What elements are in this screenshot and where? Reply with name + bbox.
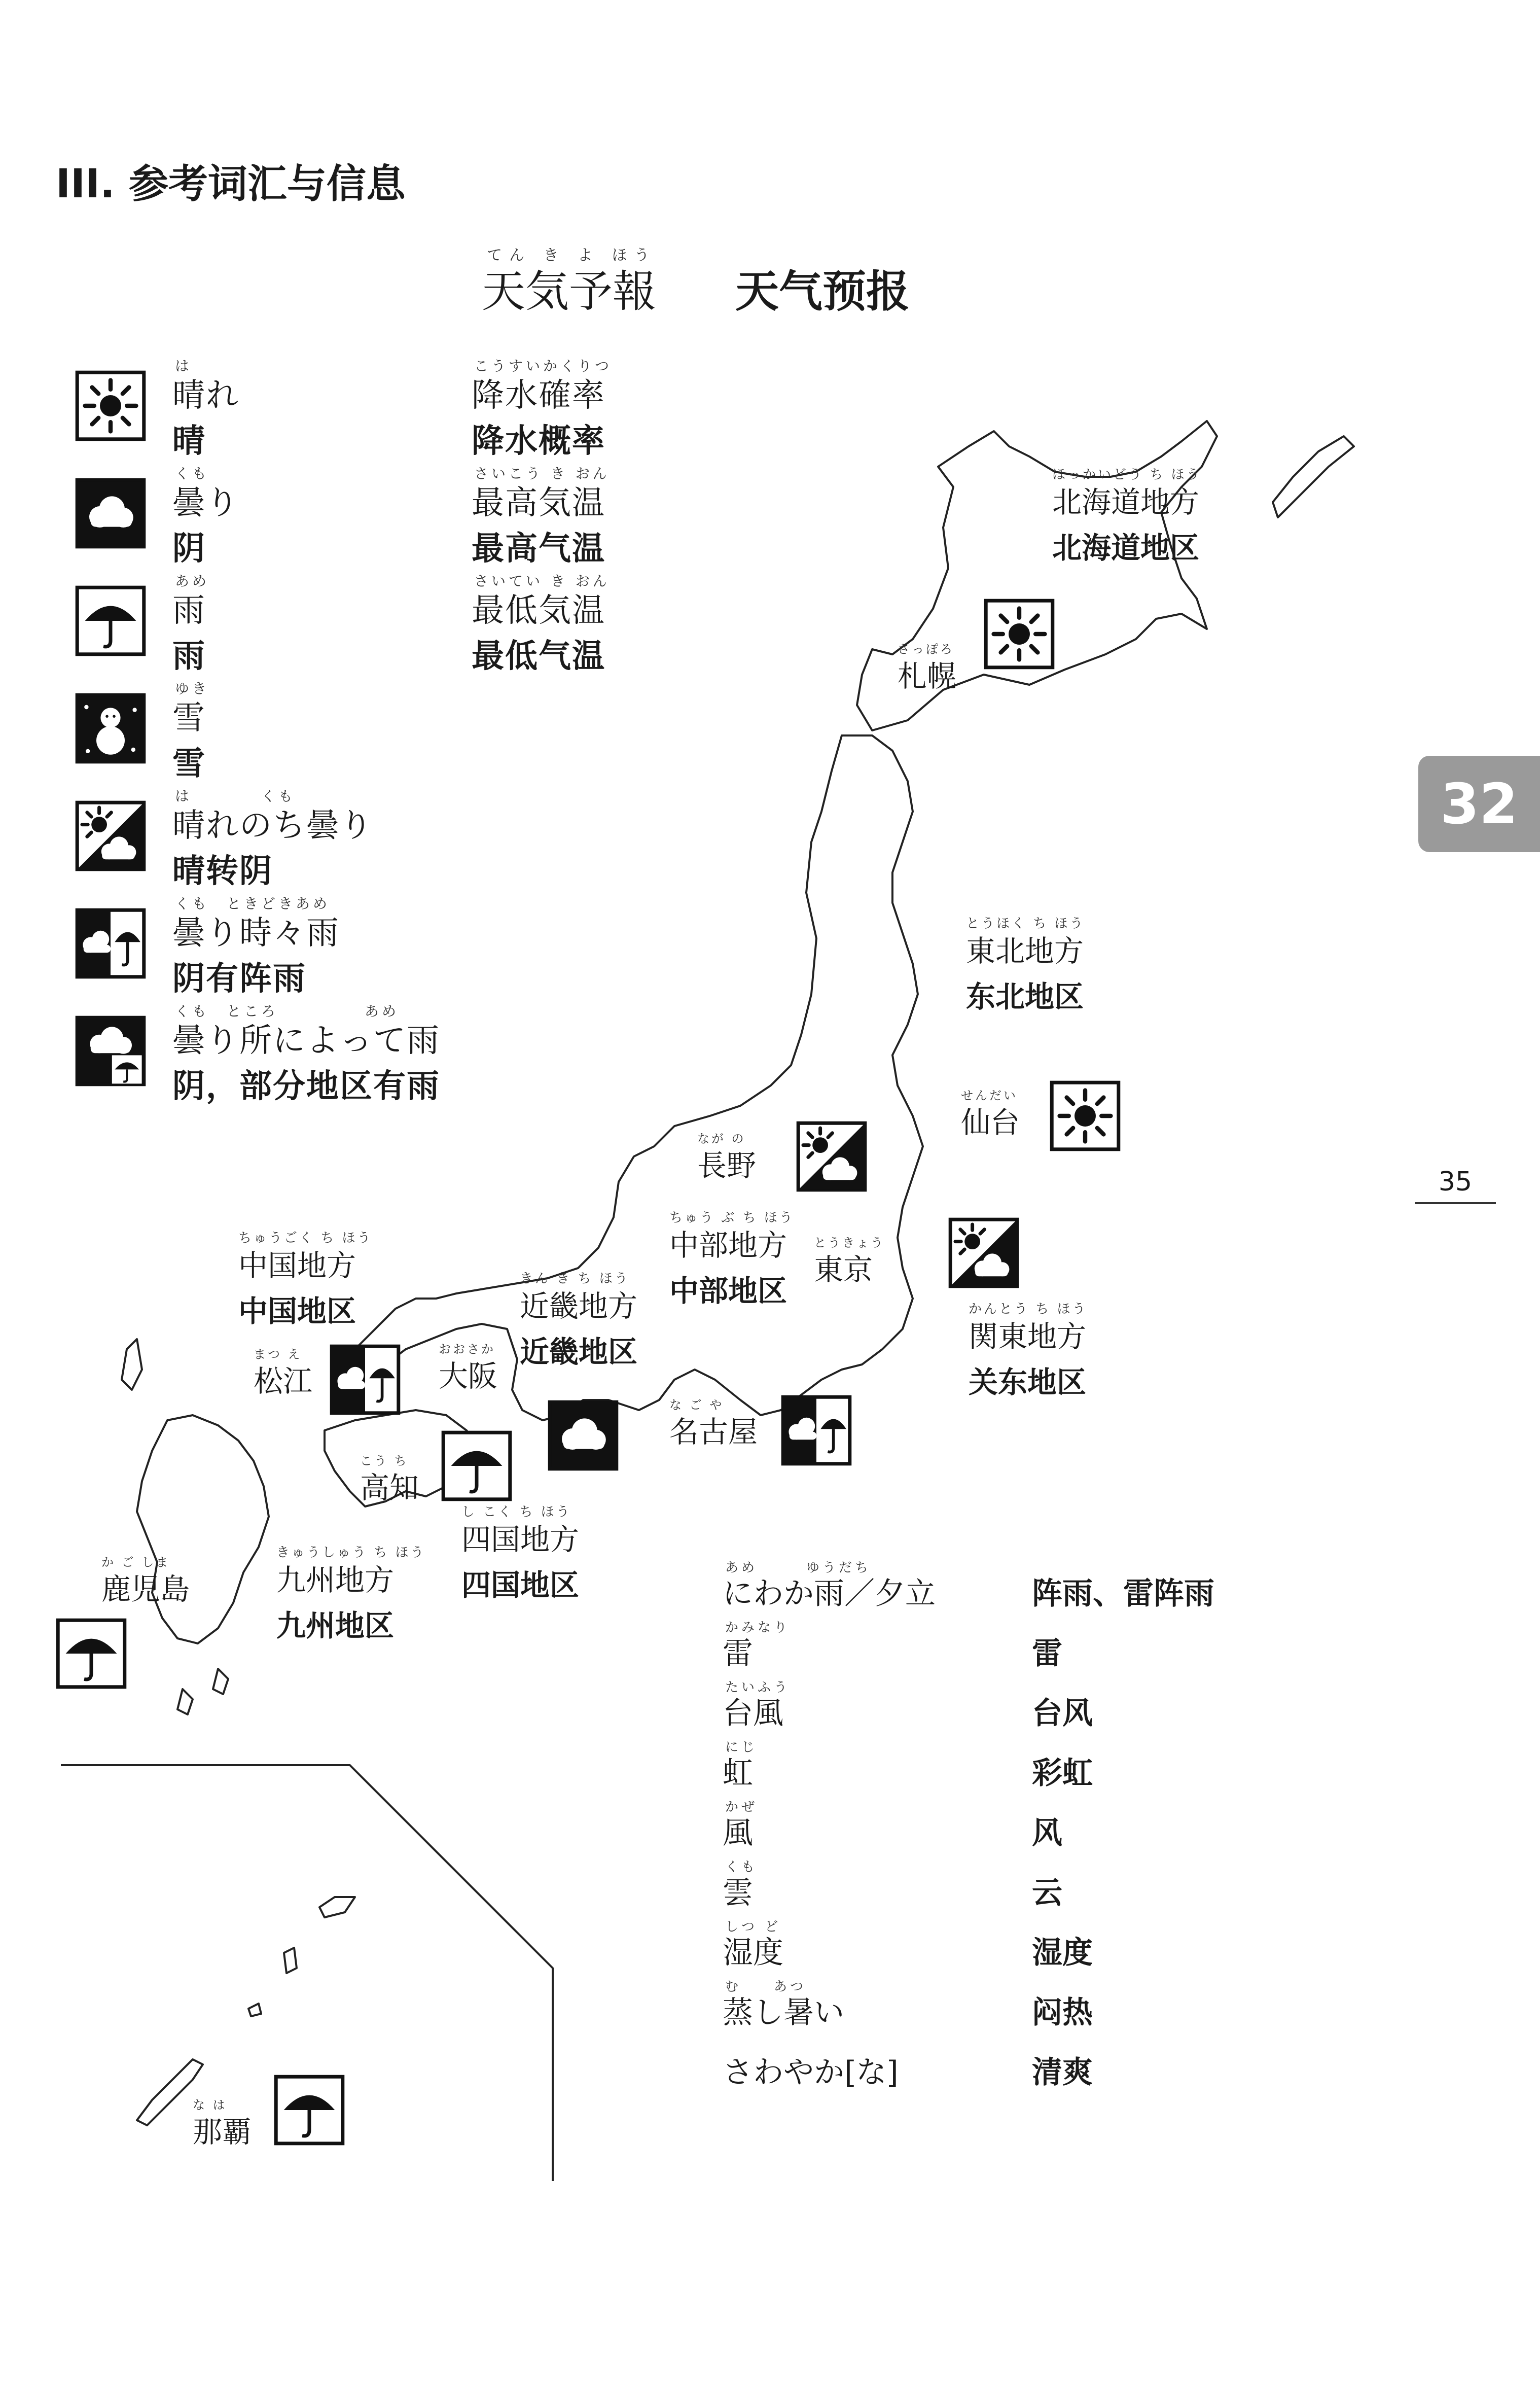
matsue-weather-icon [330,1344,401,1415]
legend-ruby: ゆき [175,680,210,697]
legend-cn: 雪 [172,745,206,783]
region-kinki-jp: 近畿地方 [520,1289,638,1323]
region-tohoku-cn: 东北地区 [966,979,1084,1014]
kagoshima-weather-icon [56,1618,127,1689]
city-sendai: 仙台 [961,1105,1020,1140]
term-ruby: こうすいかくりつ [474,358,613,374]
legend-cn: 阴有阵雨 [172,960,306,998]
city-naha-ruby: な は [193,2098,227,2112]
vocab-ruby: しつ ど [725,1919,781,1935]
vocab-jp: 湿度 [723,1935,783,1971]
naha-weather-icon [274,2075,345,2146]
region-chubu-cn: 中部地区 [669,1274,787,1308]
city-kagoshima-ruby: か ご しま [101,1555,170,1569]
city-nagano-ruby: なが の [697,1132,746,1146]
title-jp: 天気予報 [482,266,656,317]
region-tohoku-ruby: とうほく ち ほう [966,916,1085,931]
osaka-weather-icon [548,1400,619,1471]
legend-cn: 晴 [172,422,206,460]
term-cn: 最高气温 [472,530,605,568]
vocab-jp: にわか雨／夕立 [723,1576,936,1611]
legend-jp: 晴れ [172,377,239,414]
city-naha: 那覇 [193,2115,252,2149]
term-jp: 降水確率 [472,377,605,414]
region-shikoku-cn: 四国地区 [461,1568,580,1602]
legend-jp: 雨 [172,592,206,629]
vocab-cn: 云 [1032,1875,1062,1911]
vocab-ruby: たいふう [725,1680,791,1695]
city-osaka: 大阪 [439,1359,498,1393]
vocab-ruby: む あつ [725,1979,807,1994]
legend-ruby: くも ところ あめ [175,1003,400,1020]
legend-ruby: は くも [175,788,296,804]
page-number: 35 [1415,1167,1496,1204]
legend-jp: 晴れのち曇り [172,807,373,845]
legend-cn: 晴转阴 [172,852,273,890]
region-chubu-ruby: ちゅう ぶ ち ほう [669,1210,795,1225]
title-cn: 天气预报 [735,266,910,317]
city-tokyo-ruby: とうきょう [814,1236,885,1250]
legend-ruby: くも [175,465,210,482]
vocab-ruby: かぜ [725,1800,758,1815]
city-kochi: 高知 [360,1470,419,1505]
region-hokkaido-jp: 北海道地方 [1052,485,1200,519]
legend-ruby: は [175,358,193,374]
region-chugoku-jp: 中国地方 [238,1248,356,1283]
vocab-jp: 雲 [723,1875,753,1911]
vocab-cn: 清爽 [1032,2055,1093,2090]
sapporo-weather-icon [984,599,1055,670]
region-kinki-cn: 近畿地区 [520,1335,638,1369]
region-hokkaido-ruby: ほっかいどう ち ほう [1052,467,1202,482]
region-kanto-cn: 关东地区 [969,1365,1087,1399]
city-matsue: 松江 [254,1364,313,1398]
region-kanto-ruby: かんとう ち ほう [969,1302,1088,1317]
region-tohoku-jp: 東北地方 [966,934,1084,968]
term-jp: 最低気温 [472,592,605,629]
region-kyushu-jp: 九州地方 [276,1563,395,1597]
legend-ruby: くも ときどきあめ [175,895,331,912]
region-kinki-ruby: きん き ち ほう [520,1271,630,1286]
city-sapporo-ruby: さっぽろ [898,642,954,656]
title-ruby: てん き よ ほう [487,247,657,264]
city-sendai-ruby: せんだい [961,1089,1018,1103]
vocab-ruby: あめ ゆうだち [725,1560,872,1575]
legend-jp: 雪 [172,699,206,737]
vocab-cn: 阵雨、雷阵雨 [1032,1576,1214,1611]
legend-jp: 曇り時々雨 [172,915,340,952]
city-kochi-ruby: こう ち [360,1454,409,1468]
region-hokkaido-cn: 北海道地区 [1052,531,1200,565]
city-nagoya: 名古屋 [669,1415,758,1449]
city-nagano: 長野 [697,1148,757,1183]
term-cn: 降水概率 [472,422,605,460]
vocab-jp: 雷 [723,1636,753,1671]
region-kyushu-ruby: きゅうしゅう ち ほう [276,1545,426,1560]
city-sapporo: 札幌 [898,659,957,693]
vocab-cn: 闷热 [1032,1995,1093,2030]
vocab-ruby: かみなり [725,1620,791,1635]
vocab-ruby: くも [725,1860,758,1875]
vocab-jp: さわやか[な] [723,2055,899,2090]
vocab-cn: 台风 [1032,1696,1093,1731]
region-chubu-jp: 中部地方 [669,1228,787,1263]
vocab-cn: 彩虹 [1032,1756,1093,1791]
city-matsue-ruby: まつ え [254,1347,302,1361]
city-kagoshima: 鹿児島 [101,1572,190,1606]
term-cn: 最低气温 [472,637,605,675]
term-ruby: さいこう き おん [474,465,610,482]
vocab-jp: 台風 [723,1696,783,1731]
chapter-tab: 32 [1418,756,1540,852]
vocab-ruby: にじ [725,1740,758,1755]
legend-jp: 曇り [172,484,239,522]
region-chugoku-ruby: ちゅうごく ち ほう [238,1231,373,1246]
term-jp: 最高気温 [472,484,605,522]
region-shikoku-jp: 四国地方 [461,1522,580,1557]
kochi-weather-icon [441,1430,512,1501]
legend-cn: 雨 [172,637,206,675]
vocab-cn: 雷 [1032,1636,1062,1671]
city-nagoya-ruby: な ご や [669,1398,724,1412]
vocab-jp: 蒸し暑い [723,1995,844,2030]
legend-jp: 曇り所によって雨 [172,1022,440,1060]
legend-ruby: あめ [175,573,210,589]
legend-cn: 阴 [172,530,206,568]
nagoya-weather-icon [781,1395,852,1466]
region-chugoku-cn: 中国地区 [238,1294,356,1328]
vocab-jp: 風 [723,1815,753,1851]
tokyo-weather-icon [948,1217,1019,1288]
vocab-cn: 湿度 [1032,1935,1093,1971]
section-heading: III. 参考词汇与信息 [56,161,406,207]
city-osaka-ruby: おおさか [439,1342,495,1356]
sendai-weather-icon [1050,1080,1121,1151]
region-kanto-jp: 関東地方 [969,1319,1087,1354]
vocab-jp: 虹 [723,1756,753,1791]
vocab-cn: 风 [1032,1815,1062,1851]
city-tokyo: 東京 [814,1252,873,1287]
region-shikoku-ruby: し こく ち ほう [461,1504,571,1520]
nagano-weather-icon [796,1121,867,1192]
legend-cn: 阴，部分地区有雨 [172,1067,440,1105]
term-ruby: さいてい き おん [474,573,610,589]
region-kyushu-cn: 九州地区 [276,1608,395,1643]
